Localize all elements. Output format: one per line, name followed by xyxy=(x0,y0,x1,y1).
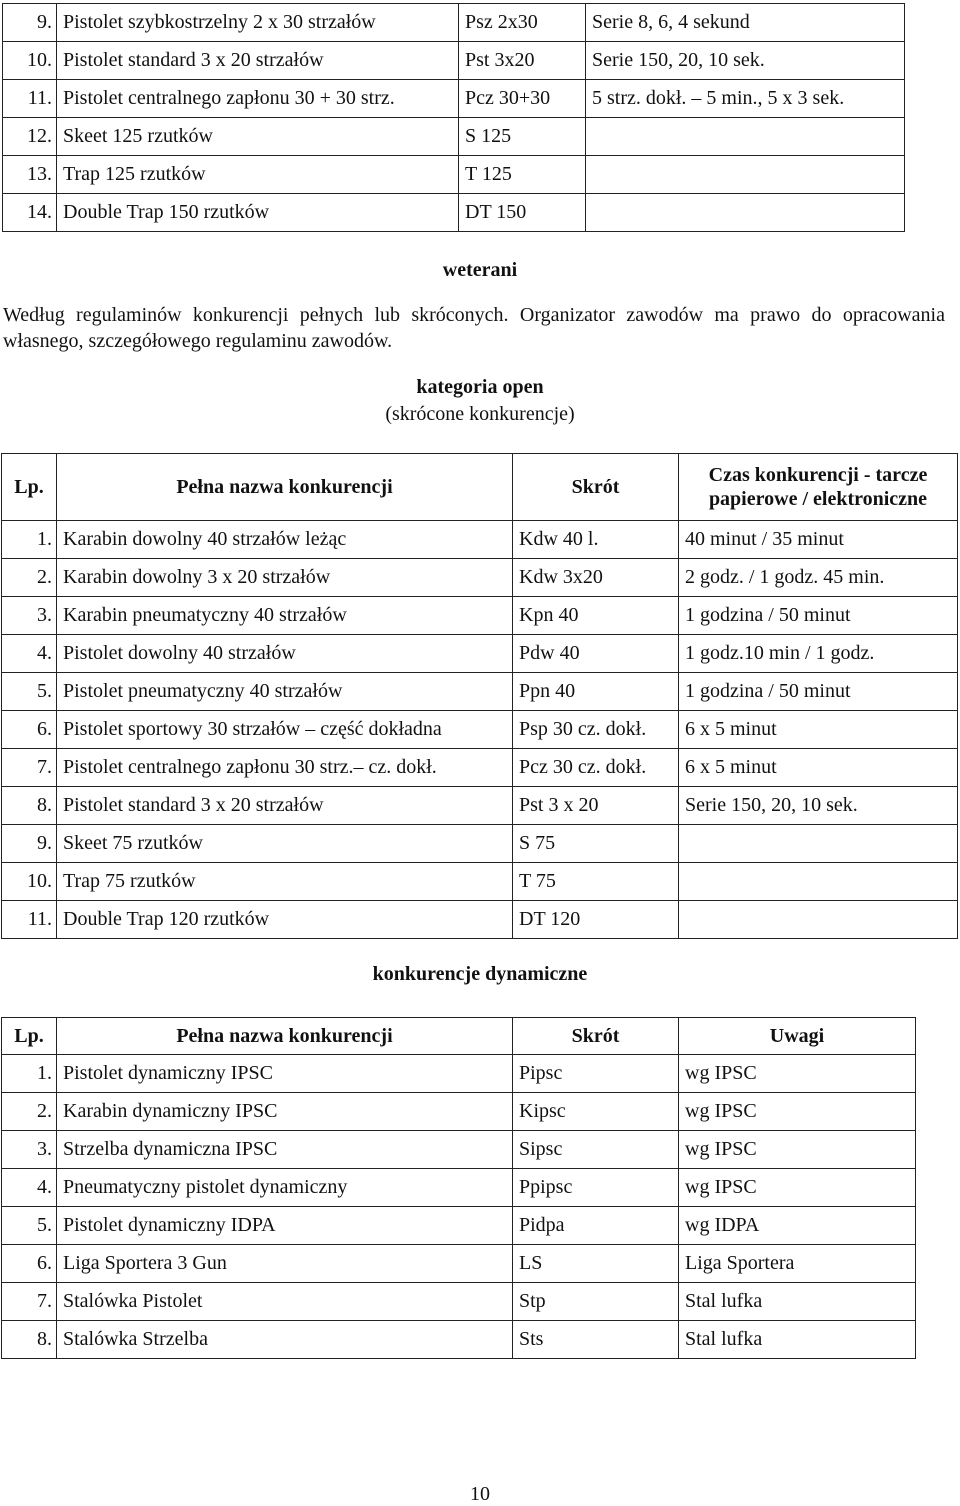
page-number: 10 xyxy=(470,1483,490,1505)
table-row xyxy=(2,1245,916,1283)
table-row xyxy=(2,749,958,787)
row-notes: Liga Sportera xyxy=(679,1245,916,1283)
row-code: Pdw 40 xyxy=(513,635,679,673)
row-code: DT 120 xyxy=(513,901,679,939)
row-lp: 13. xyxy=(3,156,57,194)
table-header-row xyxy=(2,1018,916,1055)
row-code: Pidpa xyxy=(513,1207,679,1245)
row-name: Skeet 125 rzutków xyxy=(57,118,459,156)
row-notes: wg IPSC xyxy=(679,1169,916,1207)
table-row xyxy=(3,194,905,232)
row-name: Pistolet standard 3 x 20 strzałów xyxy=(57,42,459,80)
row-notes: wg IDPA xyxy=(679,1207,916,1245)
row-notes: wg IPSC xyxy=(679,1055,916,1093)
open-heading: kategoria open xyxy=(416,376,544,398)
row-code: Pipsc xyxy=(513,1055,679,1093)
row-name: Karabin dowolny 40 strzałów leżąc xyxy=(57,521,513,559)
row-lp: 5. xyxy=(2,1207,57,1245)
row-time xyxy=(679,825,958,863)
row-code: Stp xyxy=(513,1283,679,1321)
row-lp: 12. xyxy=(3,118,57,156)
table-row xyxy=(2,1321,916,1359)
table-row xyxy=(2,863,958,901)
row-code: T 75 xyxy=(513,863,679,901)
row-note: Serie 150, 20, 10 sek. xyxy=(586,42,905,80)
row-lp: 6. xyxy=(2,1245,57,1283)
row-note: Serie 8, 6, 4 sekund xyxy=(586,4,905,42)
row-lp: 3. xyxy=(2,597,57,635)
row-lp: 11. xyxy=(3,80,57,118)
row-lp: 2. xyxy=(2,559,57,597)
row-time: 40 minut / 35 minut xyxy=(679,521,958,559)
row-name: Pistolet dowolny 40 strzałów xyxy=(57,635,513,673)
table-row xyxy=(3,80,905,118)
table-row xyxy=(2,635,958,673)
row-name: Double Trap 120 rzutków xyxy=(57,901,513,939)
row-lp: 4. xyxy=(2,635,57,673)
row-lp: 6. xyxy=(2,711,57,749)
header-notes: Uwagi xyxy=(679,1018,916,1055)
open-subheading: (skrócone konkurencje) xyxy=(385,403,575,425)
row-time: 1 godzina / 50 minut xyxy=(679,597,958,635)
row-name: Skeet 75 rzutków xyxy=(57,825,513,863)
table-row xyxy=(2,559,958,597)
row-time: 6 x 5 minut xyxy=(679,711,958,749)
table-row xyxy=(3,42,905,80)
header-lp: Lp. xyxy=(2,1018,57,1055)
row-code: Psz 2x30 xyxy=(459,4,586,42)
row-code: Kdw 40 l. xyxy=(513,521,679,559)
table-row xyxy=(2,1055,916,1093)
table-row xyxy=(2,1207,916,1245)
row-lp: 1. xyxy=(2,1055,57,1093)
row-code: S 125 xyxy=(459,118,586,156)
row-code: Ppn 40 xyxy=(513,673,679,711)
header-name: Pełna nazwa konkurencji xyxy=(57,454,513,521)
table-row xyxy=(2,1093,916,1131)
row-lp: 10. xyxy=(2,863,57,901)
row-code: LS xyxy=(513,1245,679,1283)
table-row xyxy=(3,118,905,156)
row-time: 2 godz. / 1 godz. 45 min. xyxy=(679,559,958,597)
row-notes: Stal lufka xyxy=(679,1321,916,1359)
row-note: 5 strz. dokł. – 5 min., 5 x 3 sek. xyxy=(586,80,905,118)
header-name: Pełna nazwa konkurencji xyxy=(57,1018,513,1055)
row-code: Sts xyxy=(513,1321,679,1359)
row-lp: 9. xyxy=(3,4,57,42)
row-name: Karabin dowolny 3 x 20 strzałów xyxy=(57,559,513,597)
weterani-heading: weterani xyxy=(442,259,518,281)
table-row xyxy=(2,673,958,711)
row-lp: 9. xyxy=(2,825,57,863)
row-lp: 7. xyxy=(2,1283,57,1321)
table-open xyxy=(1,453,958,939)
row-name: Trap 125 rzutków xyxy=(57,156,459,194)
row-code: DT 150 xyxy=(459,194,586,232)
row-code: S 75 xyxy=(513,825,679,863)
row-code: Kdw 3x20 xyxy=(513,559,679,597)
row-name: Pistolet dynamiczny IDPA xyxy=(57,1207,513,1245)
row-code: Pst 3 x 20 xyxy=(513,787,679,825)
row-lp: 14. xyxy=(3,194,57,232)
weterani-paragraph: Według regulaminów konkurencji pełnych lub skróconych. Organizator zawodów ma prawo do opracowania własnego, szczegółowego regulaminu zawodów. xyxy=(3,304,945,352)
table-row xyxy=(2,711,958,749)
row-time: 1 godzina / 50 minut xyxy=(679,673,958,711)
row-name: Pneumatyczny pistolet dynamiczny xyxy=(57,1169,513,1207)
row-time xyxy=(679,901,958,939)
table-row xyxy=(2,1131,916,1169)
row-code: Pst 3x20 xyxy=(459,42,586,80)
table-top xyxy=(2,3,905,232)
row-lp: 3. xyxy=(2,1131,57,1169)
row-lp: 10. xyxy=(3,42,57,80)
row-code: Kpn 40 xyxy=(513,597,679,635)
row-lp: 8. xyxy=(2,787,57,825)
table-row xyxy=(2,597,958,635)
row-code: Sipsc xyxy=(513,1131,679,1169)
row-name: Strzelba dynamiczna IPSC xyxy=(57,1131,513,1169)
table-row xyxy=(3,156,905,194)
table-row xyxy=(2,901,958,939)
row-notes: wg IPSC xyxy=(679,1131,916,1169)
row-code: T 125 xyxy=(459,156,586,194)
table-dynamic xyxy=(1,1017,916,1359)
row-time xyxy=(679,863,958,901)
row-code: Pcz 30 cz. dokł. xyxy=(513,749,679,787)
row-name: Pistolet sportowy 30 strzałów – część dokładna xyxy=(57,711,513,749)
row-name: Trap 75 rzutków xyxy=(57,863,513,901)
row-lp: 7. xyxy=(2,749,57,787)
row-name: Pistolet pneumatyczny 40 strzałów xyxy=(57,673,513,711)
row-name: Double Trap 150 rzutków xyxy=(57,194,459,232)
row-notes: Stal lufka xyxy=(679,1283,916,1321)
row-note xyxy=(586,194,905,232)
row-lp: 5. xyxy=(2,673,57,711)
row-name: Pistolet centralnego zapłonu 30 + 30 strz. xyxy=(57,80,459,118)
table-row xyxy=(2,1283,916,1321)
row-name: Pistolet centralnego zapłonu 30 strz.– cz. dokł. xyxy=(57,749,513,787)
row-name: Pistolet szybkostrzelny 2 x 30 strzałów xyxy=(57,4,459,42)
row-note xyxy=(586,118,905,156)
row-name: Stalówka Strzelba xyxy=(57,1321,513,1359)
table-row xyxy=(2,825,958,863)
header-lp: Lp. xyxy=(2,454,57,521)
row-code: Pcz 30+30 xyxy=(459,80,586,118)
row-time: 1 godz.10 min / 1 godz. xyxy=(679,635,958,673)
row-name: Pistolet standard 3 x 20 strzałów xyxy=(57,787,513,825)
row-notes: wg IPSC xyxy=(679,1093,916,1131)
header-time: Czas konkurencji - tarcze papierowe / elektroniczne xyxy=(679,454,958,521)
header-code: Skrót xyxy=(513,454,679,521)
row-code: Kipsc xyxy=(513,1093,679,1131)
row-time: 6 x 5 minut xyxy=(679,749,958,787)
row-name: Liga Sportera 3 Gun xyxy=(57,1245,513,1283)
table-header-row xyxy=(2,454,958,521)
row-code: Ppipsc xyxy=(513,1169,679,1207)
row-name: Karabin dynamiczny IPSC xyxy=(57,1093,513,1131)
row-lp: 4. xyxy=(2,1169,57,1207)
row-name: Karabin pneumatyczny 40 strzałów xyxy=(57,597,513,635)
table-row xyxy=(2,1169,916,1207)
row-name: Pistolet dynamiczny IPSC xyxy=(57,1055,513,1093)
row-code: Psp 30 cz. dokł. xyxy=(513,711,679,749)
table-row xyxy=(2,787,958,825)
row-lp: 8. xyxy=(2,1321,57,1359)
dynamic-heading: konkurencje dynamiczne xyxy=(372,963,588,985)
table-row xyxy=(3,4,905,42)
row-name: Stalówka Pistolet xyxy=(57,1283,513,1321)
row-lp: 2. xyxy=(2,1093,57,1131)
row-lp: 1. xyxy=(2,521,57,559)
table-row xyxy=(2,521,958,559)
row-lp: 11. xyxy=(2,901,57,939)
row-time: Serie 150, 20, 10 sek. xyxy=(679,787,958,825)
row-note xyxy=(586,156,905,194)
header-code: Skrót xyxy=(513,1018,679,1055)
